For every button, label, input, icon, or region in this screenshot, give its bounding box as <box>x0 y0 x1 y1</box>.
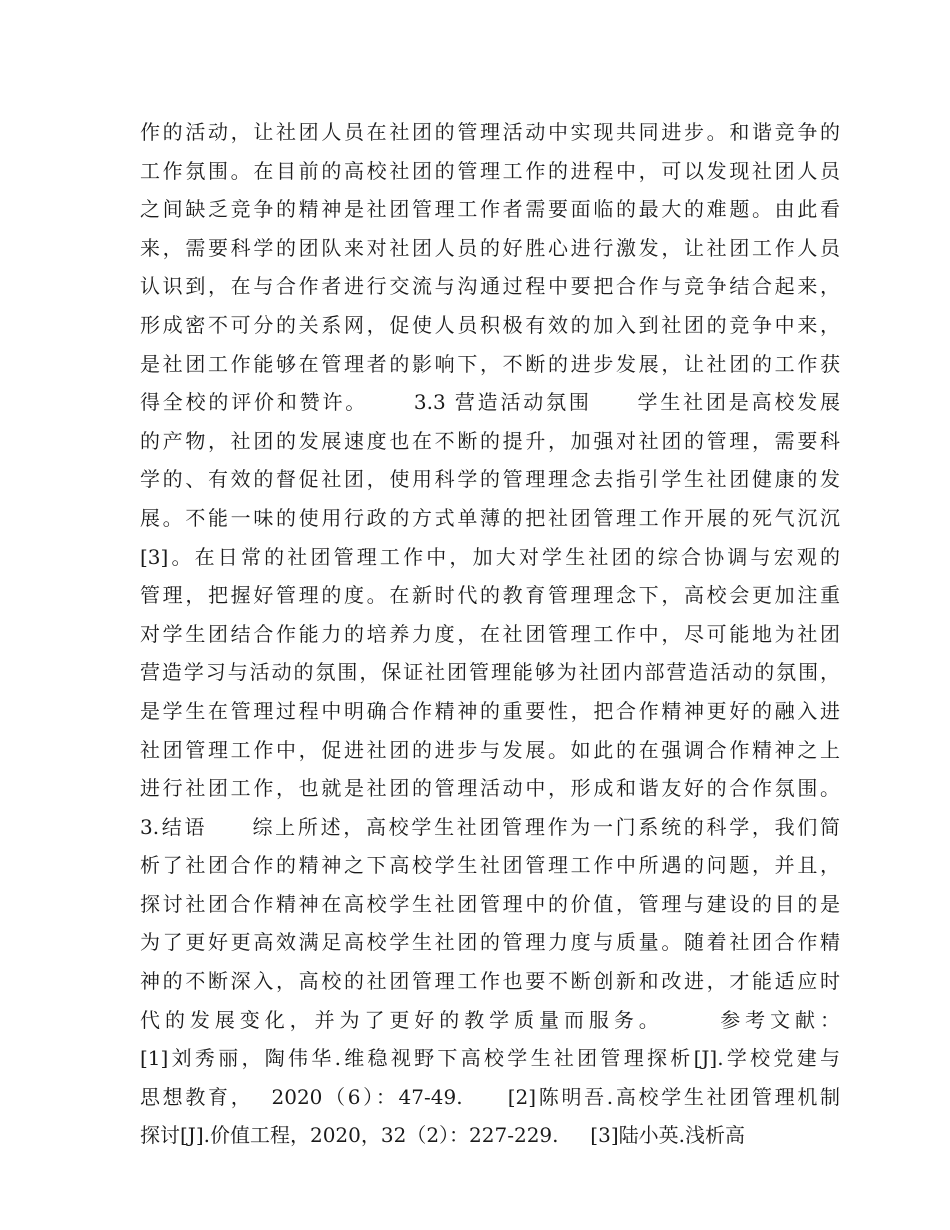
text-line: 对学生团结合作能力的培养力度，在社团管理工作中，尽可能地为社团 <box>140 621 840 646</box>
text-line: 工作氛围。在目前的高校社团的管理工作的进程中，可以发现社团人员 <box>140 158 840 183</box>
text-line: 来，需要科学的团队来对社团人员的好胜心进行激发，让社团工作人员 <box>140 235 840 260</box>
text-line: 是学生在管理过程中明确合作精神的重要性，把合作精神更好的融入进 <box>140 698 840 723</box>
text-line: 为了更好更高效满足高校学生社团的管理力度与质量。随着社团合作精 <box>140 930 840 955</box>
text-line: [1]刘秀丽，陶伟华.维稳视野下高校学生社团管理探析[J].学校党建与 <box>140 1046 840 1071</box>
body-text <box>140 113 840 1155</box>
text-line: 的产物，社团的发展速度也在不断的提升，加强对社团的管理，需要科 <box>140 428 840 453</box>
text-line: 作的活动，让社团人员在社团的管理活动中实现共同进步。和谐竞争的 <box>140 120 840 144</box>
text-line: 析了社团合作的精神之下高校学生社团管理工作中所遇的问题，并且， <box>140 853 840 878</box>
text-line: 神的不断深入，高校的社团管理工作也要不断创新和改进，才能适应时 <box>140 969 840 994</box>
text-line: 社团管理工作中，促进社团的进步与发展。如此的在强调合作精神之上 <box>140 737 840 762</box>
text-line: 是社团工作能够在管理者的影响下，不断的进步发展，让社团的工作获 <box>140 351 840 376</box>
text-line: 代的发展变化，并为了更好的教学质量而服务。 参考文献： <box>140 1007 840 1032</box>
text-line: 探讨社团合作精神在高校学生社团管理中的价值，管理与建设的目的是 <box>140 891 840 916</box>
text-line: 认识到，在与合作者进行交流与沟通过程中要把合作与竞争结合起来， <box>140 274 840 299</box>
text-line: 营造学习与活动的氛围，保证社团管理能够为社团内部营造活动的氛围， <box>140 660 840 685</box>
text-line: 之间缺乏竞争的精神是社团管理工作者需要面临的最大的难题。由此看 <box>140 197 840 222</box>
text-line: 3.结语 综上所述，高校学生社团管理作为一门系统的科学，我们简 <box>140 814 840 839</box>
text-line: 探讨[J].价值工程，2020，32（2）：227-229. [3]陆小英.浅析高 <box>140 1123 745 1148</box>
text-line: 管理，把握好管理的度。在新时代的教育管理理念下，高校会更加注重 <box>140 583 840 608</box>
text-line: 进行社团工作，也就是社团的管理活动中，形成和谐友好的合作氛围。 <box>140 776 840 801</box>
text-line: 思想教育， 2020（6）：47-49. [2]陈明吾.高校学生社团管理机制 <box>140 1084 840 1109</box>
text-line: 得全校的评价和赞许。 3.3 营造活动氛围 学生社团是高校发展 <box>140 390 840 415</box>
text-line: [3]。在日常的社团管理工作中，加大对学生社团的综合协调与宏观的 <box>140 544 840 569</box>
text-line: 展。不能一味的使用行政的方式单薄的把社团管理工作开展的死气沉沉 <box>140 505 840 530</box>
text-line: 学的、有效的督促社团，使用科学的管理理念去指引学生社团健康的发 <box>140 467 840 492</box>
text-line: 形成密不可分的关系网，促使人员积极有效的加入到社团的竞争中来， <box>140 312 840 337</box>
